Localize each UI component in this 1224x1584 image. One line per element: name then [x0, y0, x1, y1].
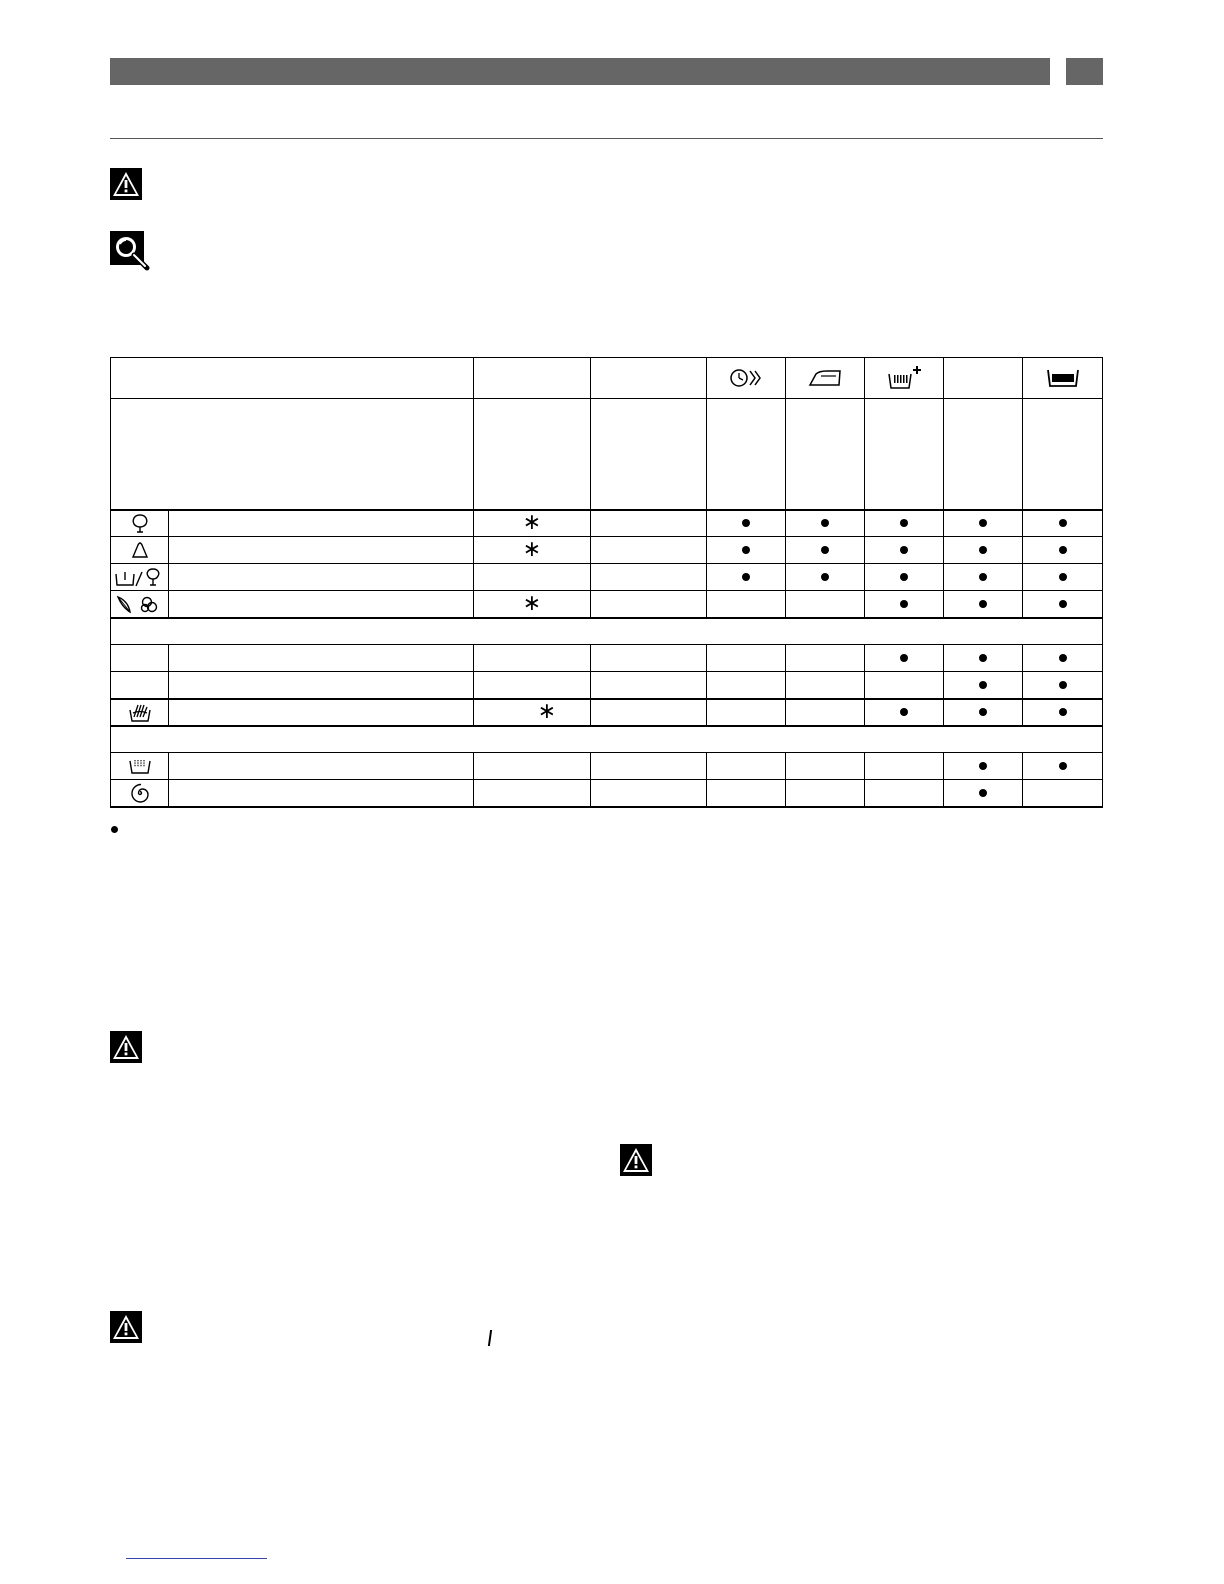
soak-icon: [128, 701, 152, 723]
spin-cell: [591, 645, 707, 672]
programme-name-cell: [169, 564, 474, 591]
warning-triangle-icon: [110, 168, 142, 200]
option-cell: [707, 591, 786, 618]
header-label-pre-wash: [1023, 399, 1103, 510]
option-cell: [944, 564, 1023, 591]
programme-icon-cell: [111, 645, 169, 672]
spin-icon: [129, 782, 151, 804]
option-dot: [900, 573, 908, 581]
option-dot: [979, 762, 987, 770]
table-section-row: [111, 618, 1103, 645]
option-cell: [786, 699, 865, 726]
option-dot: [1059, 654, 1067, 662]
programme-name-cell: [169, 753, 474, 780]
header-cell-blank: [944, 358, 1023, 399]
table-header-icons-row: [111, 358, 1103, 399]
delicates-icon: [114, 593, 166, 615]
option-dot: [979, 600, 987, 608]
option-dot: [900, 654, 908, 662]
cotton-icon-cell: [111, 510, 169, 537]
star-cell: [474, 510, 591, 537]
easy-iron-icon: [807, 367, 843, 389]
time-saver-icon: [729, 366, 763, 390]
spin-cell: [591, 672, 707, 699]
cotton-icon: [129, 512, 151, 534]
option-cell: [707, 753, 786, 780]
programme-name-cell: [169, 591, 474, 618]
option-dot: [979, 546, 987, 554]
programme-name-cell: [169, 780, 474, 807]
option-dot: [1059, 546, 1067, 554]
table-row: [111, 672, 1103, 699]
stray-mark: [488, 1330, 492, 1346]
header-cell-temperature: [474, 358, 591, 399]
table-section-row: [111, 726, 1103, 753]
spin-cell: [591, 591, 707, 618]
synthetics-icon-cell: [111, 537, 169, 564]
option-cell: [786, 753, 865, 780]
option-cell: [786, 510, 865, 537]
option-dot: [742, 519, 750, 527]
option-cell: [865, 510, 944, 537]
programme-name-cell: [169, 537, 474, 564]
option-dot: [821, 573, 829, 581]
header-label-easy-iron: [786, 399, 865, 510]
option-cell: [786, 591, 865, 618]
option-cell: [944, 780, 1023, 807]
star-mark: ∗: [522, 510, 542, 536]
header-cell-programme: [111, 358, 474, 399]
header-bar: [110, 58, 1050, 85]
star-cell: [474, 645, 591, 672]
option-cell: [1023, 753, 1103, 780]
star-mark: ∗: [522, 537, 542, 562]
header-cell-time-saver: [707, 358, 786, 399]
star-mark: ∗: [522, 590, 542, 616]
option-dot: [1059, 600, 1067, 608]
legend-dot: [111, 826, 118, 833]
rinse-icon-cell: [111, 753, 169, 780]
option-dot: [1059, 573, 1067, 581]
section-heading-cell: [111, 618, 1103, 645]
handwash-wool-icon-cell: [111, 564, 169, 591]
table-row: [111, 591, 1103, 618]
option-cell: [944, 510, 1023, 537]
option-cell: [944, 699, 1023, 726]
option-dot: [979, 654, 987, 662]
star-mark: ∗: [537, 699, 557, 724]
option-cell: [944, 645, 1023, 672]
table-row: [111, 753, 1103, 780]
table-row: [111, 564, 1103, 591]
option-cell: [1023, 510, 1103, 537]
programme-options-table: [110, 357, 1103, 808]
warning-triangle-icon: [110, 1031, 142, 1063]
table-row: [111, 699, 1103, 726]
header-label-blank: [944, 399, 1023, 510]
extra-rinse-icon: [886, 365, 922, 391]
option-dot: [1059, 519, 1067, 527]
option-cell: [865, 564, 944, 591]
option-cell: [944, 753, 1023, 780]
warning-triangle-icon: [620, 1144, 652, 1176]
option-cell: [786, 780, 865, 807]
option-dot: [742, 546, 750, 554]
option-cell: [707, 510, 786, 537]
option-cell: [707, 780, 786, 807]
header-label-spin: [591, 399, 707, 510]
table-row: [111, 645, 1103, 672]
option-dot: [900, 708, 908, 716]
spin-cell: [591, 753, 707, 780]
option-cell: [1023, 591, 1103, 618]
header-label-extra-rinse: [865, 399, 944, 510]
section-heading-cell: [111, 726, 1103, 753]
star-cell: [474, 672, 591, 699]
warning-triangle-icon: [110, 1311, 142, 1343]
header-cell-pre-wash: [1023, 358, 1103, 399]
pre-wash-basin-icon: [1045, 367, 1081, 389]
option-cell: [786, 645, 865, 672]
option-cell: [786, 672, 865, 699]
option-cell: [707, 672, 786, 699]
header-cell-easy-iron: [786, 358, 865, 399]
rinse-icon: [128, 756, 152, 776]
option-dot: [979, 789, 987, 797]
option-cell: [707, 699, 786, 726]
option-cell: [786, 564, 865, 591]
option-cell: [1023, 537, 1103, 564]
option-cell: [865, 645, 944, 672]
option-cell: [1023, 645, 1103, 672]
option-cell: [1023, 672, 1103, 699]
header-label-programme: [111, 399, 474, 510]
star-cell: [474, 699, 591, 726]
option-cell: [865, 672, 944, 699]
option-cell: [1023, 564, 1103, 591]
option-cell: [707, 537, 786, 564]
star-cell: [474, 564, 591, 591]
option-cell: [1023, 699, 1103, 726]
soak-icon-cell: [111, 699, 169, 726]
section-rule: [110, 138, 1103, 139]
programme-icon-cell: [111, 672, 169, 699]
option-cell: [944, 591, 1023, 618]
option-dot: [979, 573, 987, 581]
option-cell: [707, 645, 786, 672]
spin-cell: [591, 537, 707, 564]
option-cell: [944, 537, 1023, 564]
magnifier-icon: [110, 231, 150, 271]
table-header-labels-row: [111, 399, 1103, 510]
spin-icon-cell: [111, 780, 169, 807]
table-row: [111, 780, 1103, 807]
table-row: [111, 537, 1103, 564]
footer-link-underline[interactable]: [126, 1558, 267, 1559]
option-dot: [1059, 708, 1067, 716]
option-cell: [865, 699, 944, 726]
header-label-temperature: [474, 399, 591, 510]
star-cell: [474, 780, 591, 807]
programme-name-cell: [169, 672, 474, 699]
programme-name-cell: [169, 645, 474, 672]
option-cell: [865, 753, 944, 780]
header-cell-extra-rinse: [865, 358, 944, 399]
page-number-tab: [1066, 58, 1103, 85]
spin-cell: [591, 780, 707, 807]
programme-name-cell: [169, 510, 474, 537]
option-cell: [707, 564, 786, 591]
option-dot: [900, 519, 908, 527]
option-dot: [900, 546, 908, 554]
star-cell: [474, 537, 591, 564]
option-dot: [742, 573, 750, 581]
header-cell-spin: [591, 358, 707, 399]
star-cell: [474, 753, 591, 780]
table-row: [111, 510, 1103, 537]
option-dot: [979, 681, 987, 689]
option-cell: [944, 672, 1023, 699]
star-cell: [474, 591, 591, 618]
spin-cell: [591, 564, 707, 591]
option-dot: [821, 546, 829, 554]
handwash-wool-icon: [114, 566, 166, 588]
synthetics-icon: [129, 539, 151, 561]
option-cell: [786, 537, 865, 564]
option-dot: [1059, 762, 1067, 770]
spin-cell: [591, 510, 707, 537]
option-cell: [865, 780, 944, 807]
programme-name-cell: [169, 699, 474, 726]
delicates-icon-cell: [111, 591, 169, 618]
option-dot: [821, 519, 829, 527]
option-dot: [900, 600, 908, 608]
option-dot: [1059, 681, 1067, 689]
option-dot: [979, 519, 987, 527]
option-dot: [979, 708, 987, 716]
option-cell: [865, 537, 944, 564]
spin-cell: [591, 699, 707, 726]
option-cell: [1023, 780, 1103, 807]
option-cell: [865, 591, 944, 618]
header-label-time-saver: [707, 399, 786, 510]
